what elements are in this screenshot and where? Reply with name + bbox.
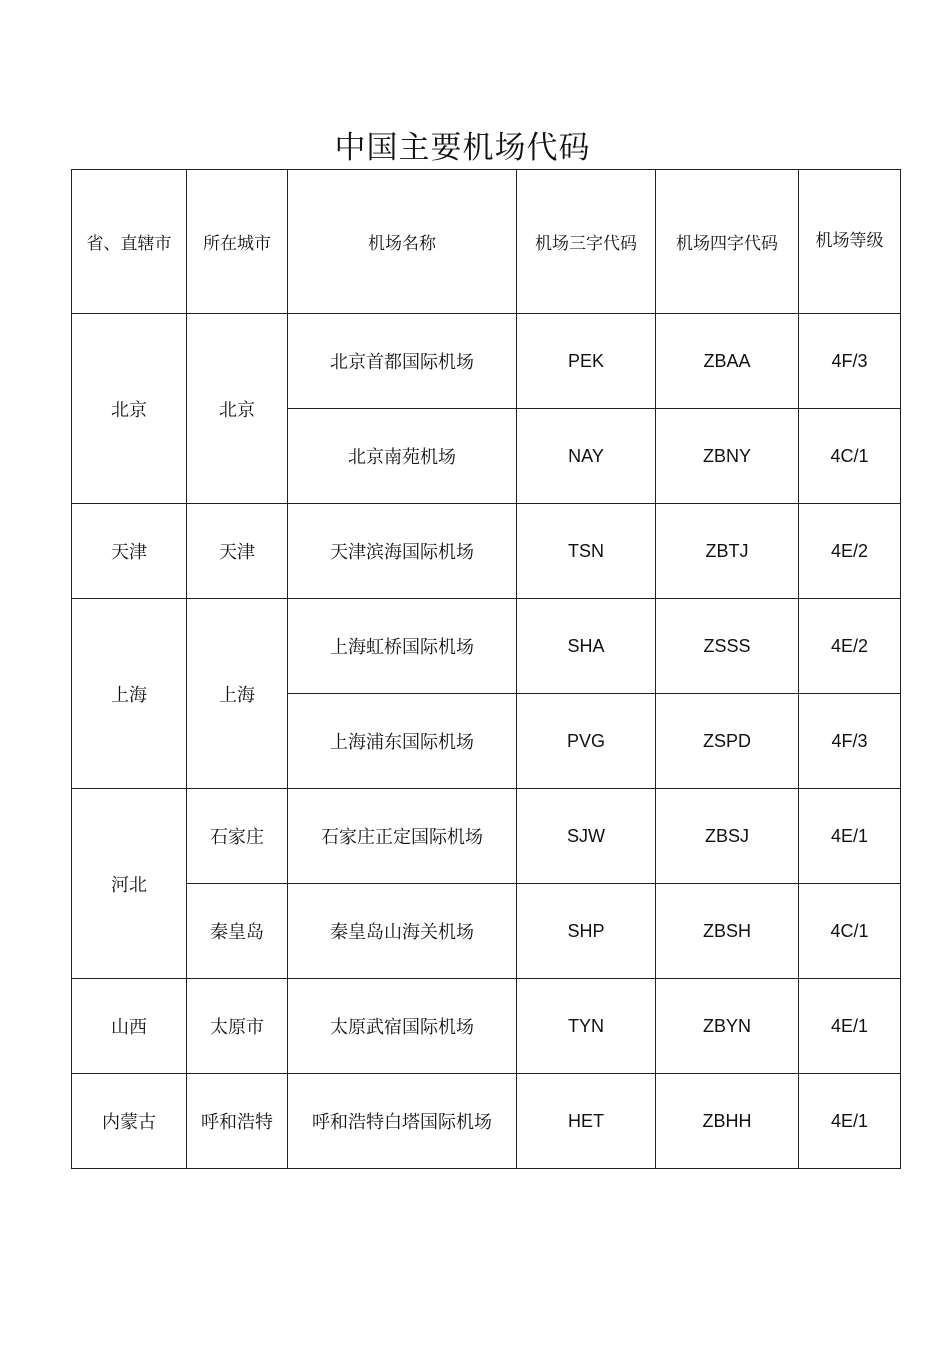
cell-province: 上海 xyxy=(72,599,187,789)
cell-iata-code: SHP xyxy=(517,884,656,979)
cell-airport-name: 上海虹桥国际机场 xyxy=(288,599,517,694)
cell-icao-code: ZBNY xyxy=(656,409,799,504)
airport-codes-table xyxy=(71,169,901,1169)
table-row xyxy=(72,884,901,979)
cell-province: 天津 xyxy=(72,504,187,599)
cell-icao-code: ZBAA xyxy=(656,314,799,409)
header-airport-name: 机场名称 xyxy=(288,170,517,314)
cell-icao-code: ZBHH xyxy=(656,1074,799,1169)
cell-iata-code: NAY xyxy=(517,409,656,504)
header-grade xyxy=(799,170,901,314)
cell-icao-code: ZBSJ xyxy=(656,789,799,884)
cell-city: 呼和浩特 xyxy=(187,1074,288,1169)
cell-icao-code: ZSPD xyxy=(656,694,799,789)
page-title: 中国主要机场代码 xyxy=(334,130,591,166)
cell-city: 秦皇岛 xyxy=(187,884,288,979)
table-row xyxy=(72,1074,901,1169)
table-row xyxy=(72,504,901,599)
cell-grade: 4E/1 xyxy=(799,789,901,884)
cell-grade: 4F/3 xyxy=(799,694,901,789)
cell-grade: 4E/1 xyxy=(799,979,901,1074)
cell-airport-name: 天津滨海国际机场 xyxy=(288,504,517,599)
cell-icao-code: ZBSH xyxy=(656,884,799,979)
cell-iata-code: TYN xyxy=(517,979,656,1074)
header-province: 省、直辖市 xyxy=(72,170,187,314)
cell-city: 石家庄 xyxy=(187,789,288,884)
cell-city: 太原市 xyxy=(187,979,288,1074)
cell-airport-name: 太原武宿国际机场 xyxy=(288,979,517,1074)
table-row xyxy=(72,789,901,884)
cell-iata-code: TSN xyxy=(517,504,656,599)
cell-iata-code: PVG xyxy=(517,694,656,789)
cell-icao-code: ZSSS xyxy=(656,599,799,694)
cell-grade: 4C/1 xyxy=(799,409,901,504)
cell-grade: 4E/2 xyxy=(799,599,901,694)
header-icao-code: 机场四字代码 xyxy=(656,170,799,314)
cell-airport-name: 呼和浩特白塔国际机场 xyxy=(288,1074,517,1169)
table-header-row xyxy=(72,170,901,314)
cell-grade: 4E/2 xyxy=(799,504,901,599)
cell-grade: 4E/1 xyxy=(799,1074,901,1169)
cell-province: 河北 xyxy=(72,789,187,979)
cell-grade: 4C/1 xyxy=(799,884,901,979)
cell-airport-name: 石家庄正定国际机场 xyxy=(288,789,517,884)
cell-city: 北京 xyxy=(187,314,288,504)
cell-province: 北京 xyxy=(72,314,187,504)
cell-airport-name: 北京首都国际机场 xyxy=(288,314,517,409)
cell-province: 内蒙古 xyxy=(72,1074,187,1169)
cell-icao-code: ZBTJ xyxy=(656,504,799,599)
cell-city: 上海 xyxy=(187,599,288,789)
header-city: 所在城市 xyxy=(187,170,288,314)
cell-icao-code: ZBYN xyxy=(656,979,799,1074)
cell-iata-code: SJW xyxy=(517,789,656,884)
cell-airport-name: 北京南苑机场 xyxy=(288,409,517,504)
header-grade-label: 机场等级 xyxy=(815,231,884,251)
table-row xyxy=(72,599,901,694)
cell-airport-name: 上海浦东国际机场 xyxy=(288,694,517,789)
cell-iata-code: PEK xyxy=(517,314,656,409)
cell-province: 山西 xyxy=(72,979,187,1074)
cell-iata-code: HET xyxy=(517,1074,656,1169)
table-row xyxy=(72,979,901,1074)
cell-iata-code: SHA xyxy=(517,599,656,694)
cell-grade: 4F/3 xyxy=(799,314,901,409)
header-iata-code: 机场三字代码 xyxy=(517,170,656,314)
table-body xyxy=(72,314,901,1169)
cell-city: 天津 xyxy=(187,504,288,599)
cell-airport-name: 秦皇岛山海关机场 xyxy=(288,884,517,979)
table-row xyxy=(72,314,901,409)
